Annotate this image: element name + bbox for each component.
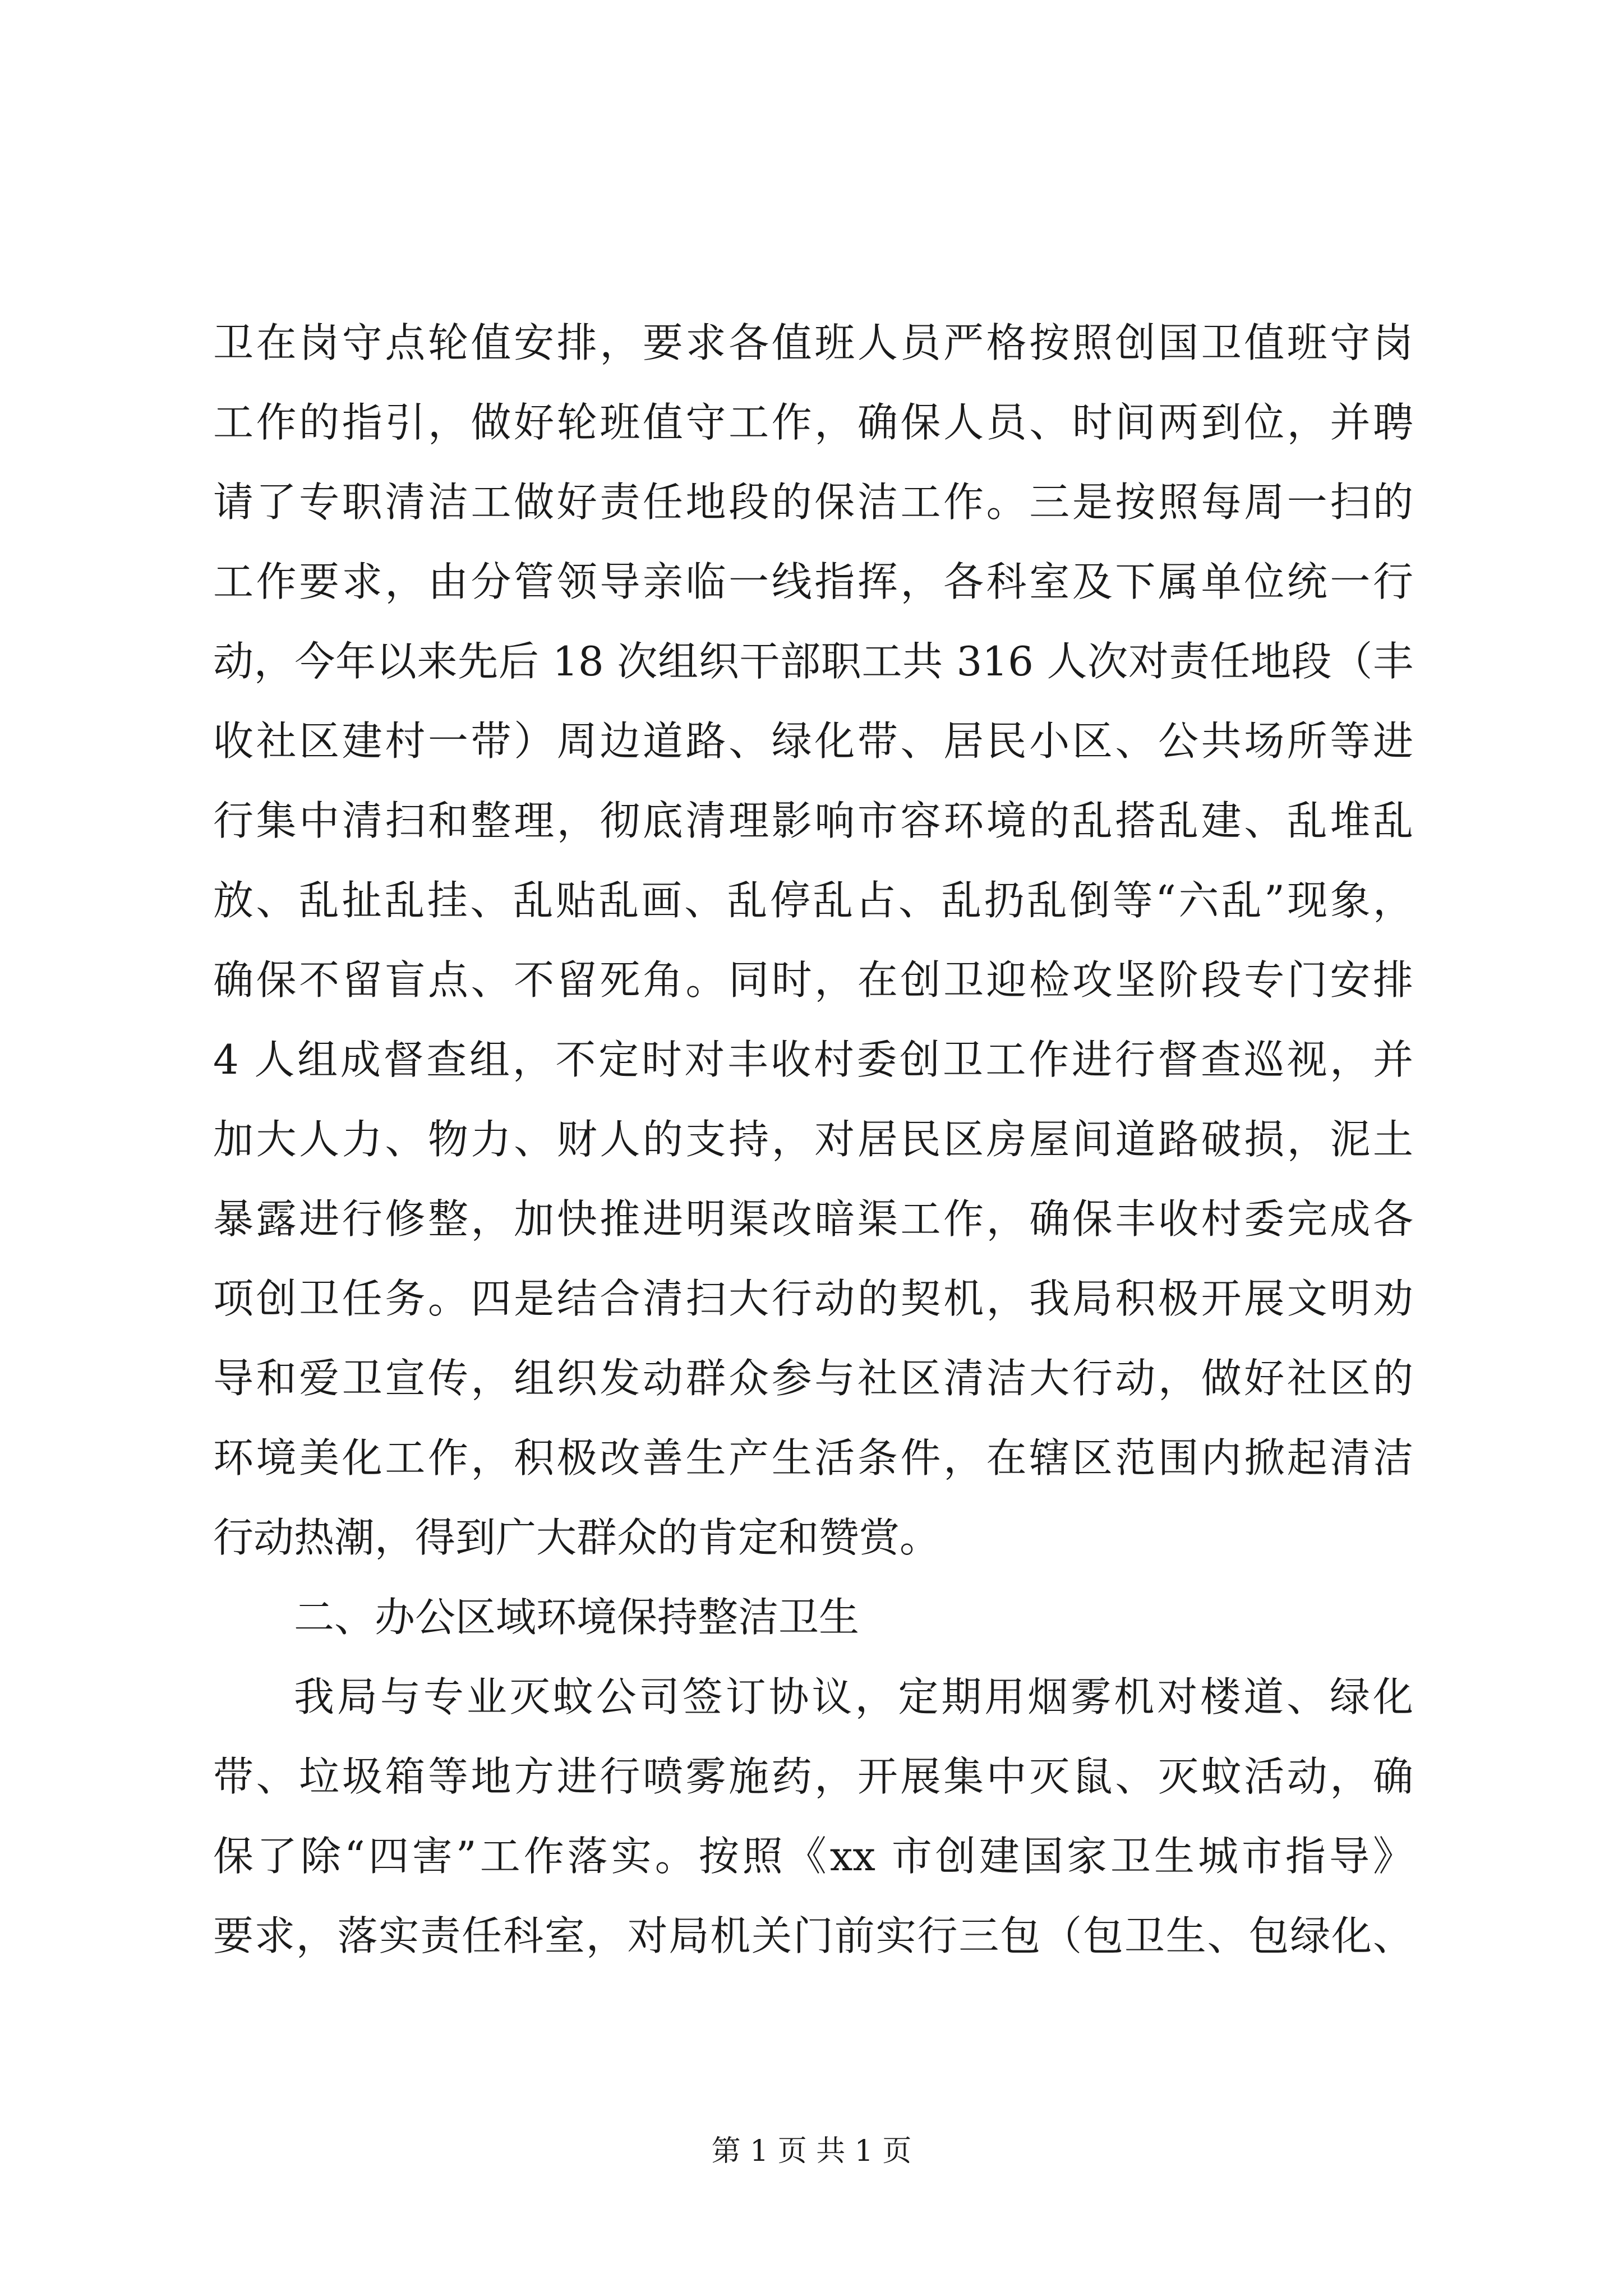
text-line: 加大人力、物力、财人的支持，对居民区房屋间道路破损，泥土	[213, 1116, 1413, 1163]
text-line: 工作的指引，做好轮班值守工作，确保人员、时间两到位，并聘	[213, 399, 1413, 446]
text-line: 收社区建村一带）周边道路、绿化带、居民小区、公共场所等进	[213, 717, 1413, 765]
text-line: 确保不留盲点、不留死角。同时，在创卫迎检攻坚阶段专门安排	[213, 956, 1413, 1004]
text-line: 保了除“四害”工作落实。按照《xx 市创建国家卫生城市指导》	[213, 1833, 1413, 1880]
text-line: 请了专职清洁工做好责任地段的保洁工作。三是按照每周一扫的	[213, 478, 1413, 526]
section-heading: 二、办公区域环境保持整洁卫生	[294, 1594, 860, 1641]
text-line: 项创卫任务。四是结合清扫大行动的契机，我局积极开展文明劝	[213, 1275, 1413, 1322]
text-line: 卫在岗守点轮值安排，要求各值班人员严格按照创国卫值班守岗	[213, 319, 1413, 366]
paragraph-1	[213, 303, 1413, 1577]
text-line: 我局与专业灭蚊公司签订协议，定期用烟雾机对楼道、绿化	[294, 1673, 1413, 1720]
text-line: 行动热潮，得到广大群众的肯定和赞赏。	[213, 1514, 940, 1561]
text-line: 4 人组成督查组，不定时对丰收村委创卫工作进行督查巡视，并	[213, 1036, 1413, 1083]
text-line: 行集中清扫和整理，彻底清理影响市容环境的乱搭乱建、乱堆乱	[213, 797, 1413, 844]
text-line: 环境美化工作，积极改善生产生活条件，在辖区范围内掀起清洁	[213, 1434, 1413, 1481]
document-body	[213, 303, 1413, 1976]
page-footer: 第 1 页 共 1 页	[711, 2134, 912, 2168]
text-line: 要求，落实责任科室，对局机关门前实行三包（包卫生、包绿化、	[213, 1912, 1413, 1959]
paragraph-2	[213, 1657, 1413, 1976]
text-line: 工作要求，由分管领导亲临一线指挥，各科室及下属单位统一行	[213, 558, 1413, 605]
text-line: 带、垃圾箱等地方进行喷雾施药，开展集中灭鼠、灭蚊活动，确	[213, 1753, 1413, 1800]
text-line: 放、乱扯乱挂、乱贴乱画、乱停乱占、乱扔乱倒等“六乱”现象，	[213, 877, 1413, 924]
text-line: 动，今年以来先后 18 次组织干部职工共 316 人次对责任地段（丰	[213, 638, 1413, 685]
text-line: 暴露进行修整，加快推进明渠改暗渠工作，确保丰收村委完成各	[213, 1195, 1413, 1243]
text-line: 导和爱卫宣传，组织发动群众参与社区清洁大行动，做好社区的	[213, 1355, 1413, 1402]
